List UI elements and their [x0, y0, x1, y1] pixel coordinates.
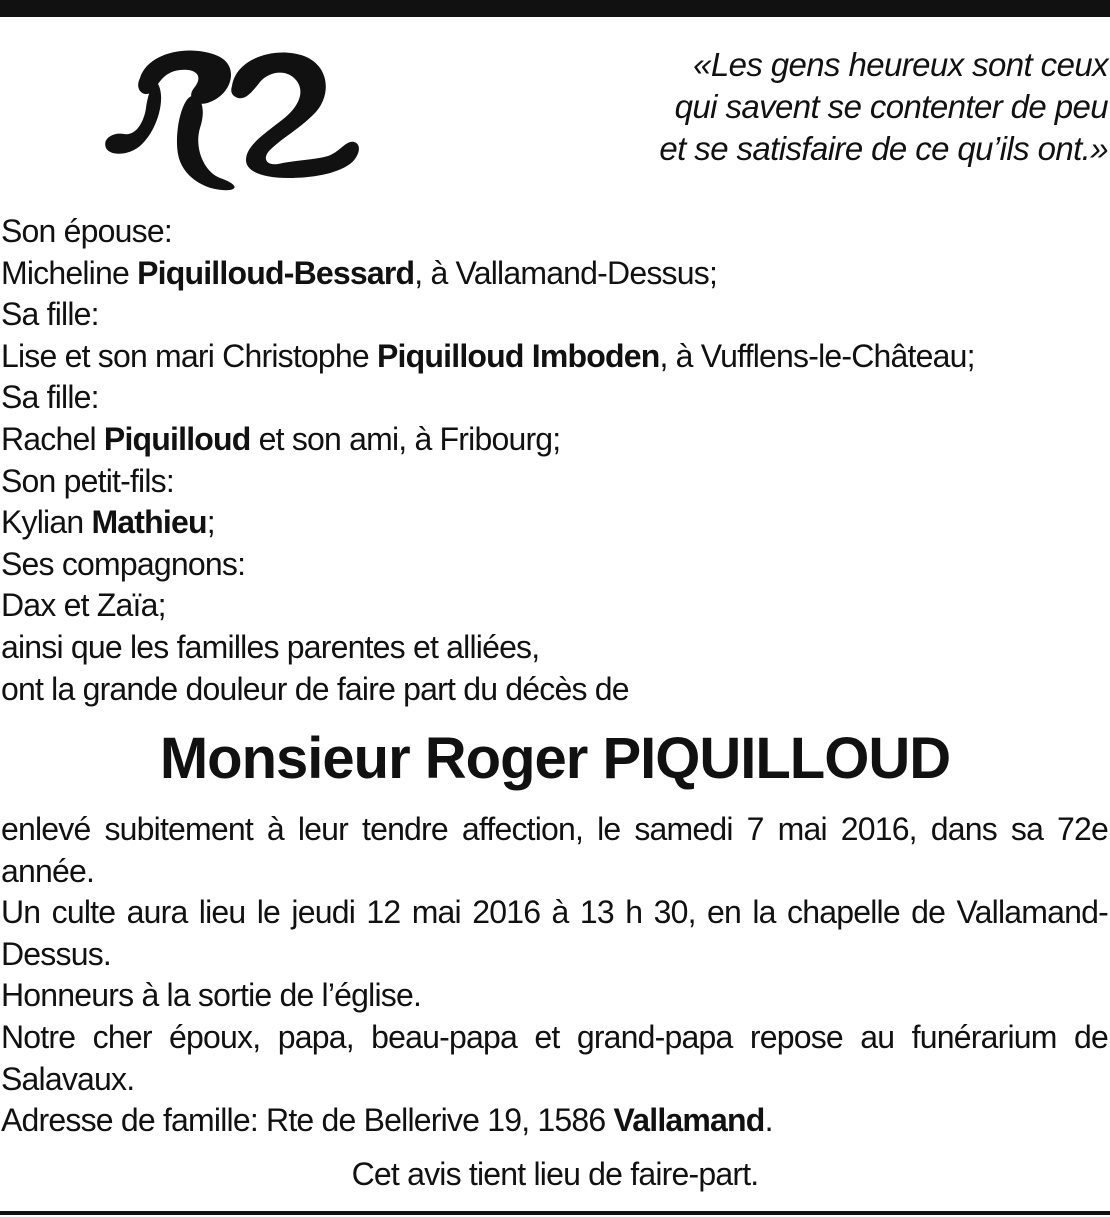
family-list [1, 211, 1106, 710]
epouse-place: , à Vallamand-Dessus; [414, 254, 718, 291]
epouse-surname: Piquilloud-Bessard [137, 254, 415, 291]
fille1-label: Sa fille: [1, 296, 99, 333]
annonce-line: ont la grande douleur de faire part du décès de [1, 670, 629, 707]
familles-line: ainsi que les familles parentes et alliées, [1, 628, 540, 665]
quote-line: qui savent se contenter de peu [674, 88, 1108, 125]
petitfils-first: Kylian [1, 504, 92, 541]
address-end: . [764, 1102, 773, 1139]
quote-block [548, 44, 1108, 170]
fille2-place: et son ami, à Fribourg; [250, 420, 561, 457]
address-prefix: Adresse de famille: Rte de Bellerive 19, 1586 [1, 1102, 614, 1139]
petitfils-surname: Mathieu [91, 504, 207, 541]
honneurs-paragraph: Honneurs à la sortie de l’église. [1, 977, 422, 1014]
epouse-label: Son épouse: [1, 213, 172, 249]
footer-note: Cet avis tient lieu de faire-part. [351, 1156, 759, 1192]
address-paragraph [1, 1100, 1108, 1142]
ceremony-paragraph: Un culte aura lieu le jeudi 12 mai 2016 à 13 h 30, en la chapelle de Vallamand-Dessus. [1, 894, 1108, 972]
fille2-surname: Piquilloud [103, 420, 251, 457]
quote-line: et se satisfaire de ce qu’ils ont.» [659, 130, 1108, 167]
death-paragraph: enlevé subitement à leur tendre affection, le samedi 7 mai 2016, dans sa 72e année. [1, 811, 1108, 889]
fille1-surname: Piquilloud Imboden [377, 337, 660, 374]
fille1-line [1, 336, 1106, 378]
compagnons-names: Dax et Zaïa; [1, 587, 166, 624]
quote-line: «Les gens heureux sont ceux [693, 46, 1108, 83]
logo-text: R2 [100, 25, 121, 42]
fille2-label: Sa fille: [1, 379, 99, 416]
deceased-name: Monsieur Roger PIQUILLOUD [159, 726, 951, 791]
top-rule [0, 0, 1110, 17]
epouse-line [1, 253, 1106, 295]
petitfils-line [1, 502, 1106, 544]
fille1-place: , à Vufflens-le-Château; [659, 337, 975, 374]
r2-logo [100, 25, 362, 190]
compagnons-label: Ses compagnons: [1, 545, 246, 582]
epouse-first: Micheline [1, 254, 138, 291]
repose-paragraph: Notre cher époux, papa, beau-papa et grand-papa repose au funérarium de Salavaux. [1, 1018, 1108, 1097]
address-town: Vallamand [613, 1102, 765, 1139]
bottom-rule [0, 1211, 1110, 1215]
petitfils-end: ; [206, 504, 215, 541]
fille1-first: Lise et son mari Christophe [1, 337, 378, 374]
details-block [1, 809, 1108, 1142]
petitfils-label: Son petit-fils: [1, 462, 174, 499]
fille2-first: Rachel [1, 420, 104, 457]
fille2-line [1, 419, 1106, 461]
